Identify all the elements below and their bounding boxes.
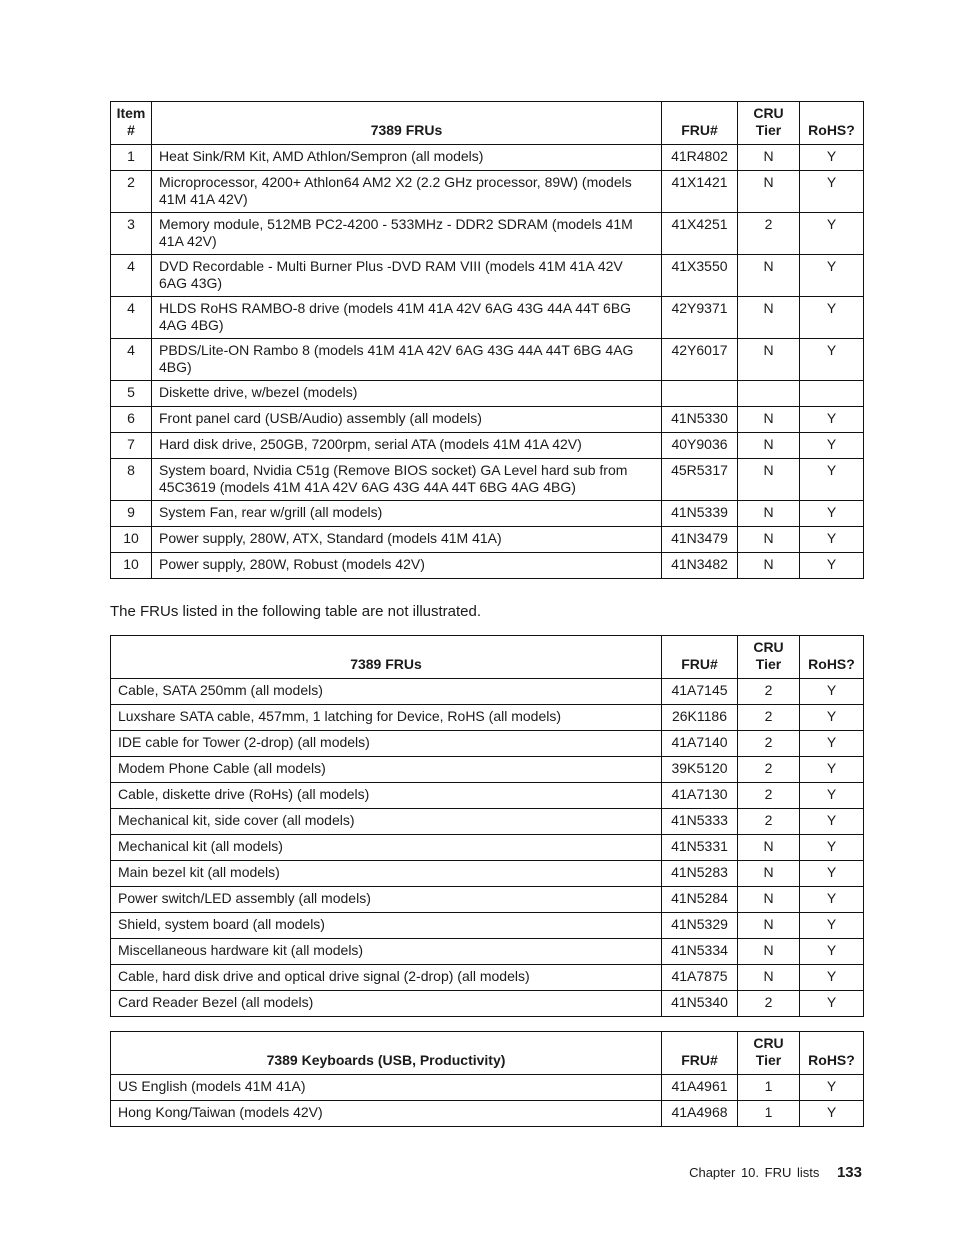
cell-rohs: Y [800, 527, 864, 553]
cell-description: Power supply, 280W, Robust (models 42V) [152, 553, 662, 579]
cell-fru-number: 41R4802 [662, 145, 738, 171]
fru-table-illustrated [110, 101, 864, 579]
table-row [111, 553, 864, 579]
header-fru-number: FRU# [662, 636, 738, 679]
cell-fru-number: 41A7140 [662, 731, 738, 757]
cell-rohs: Y [800, 835, 864, 861]
table-row [111, 459, 864, 501]
cell-cru-tier: N [738, 887, 800, 913]
cell-item: 9 [111, 501, 152, 527]
cell-fru-number: 41N3479 [662, 527, 738, 553]
table-row [111, 809, 864, 835]
cell-description: Cable, SATA 250mm (all models) [111, 679, 662, 705]
cell-cru-tier: 2 [738, 991, 800, 1017]
cell-rohs: Y [800, 213, 864, 255]
cell-rohs [800, 381, 864, 407]
cell-fru-number: 40Y9036 [662, 433, 738, 459]
cell-fru-number: 41N5330 [662, 407, 738, 433]
cell-description: System board, Nvidia C51g (Remove BIOS socket) GA Level hard sub from 45C3619 (models 41M 41A 42V 6AG 43G 44A 44T 6BG 4AG 4BG) [152, 459, 662, 501]
cell-description: Hong Kong/Taiwan (models 42V) [111, 1101, 662, 1127]
cell-cru-tier: N [738, 171, 800, 213]
cell-rohs: Y [800, 783, 864, 809]
page-footer [689, 1164, 862, 1181]
cell-cru-tier: 1 [738, 1101, 800, 1127]
table-header-row [111, 636, 864, 679]
cell-description: IDE cable for Tower (2-drop) (all models) [111, 731, 662, 757]
cell-rohs: Y [800, 255, 864, 297]
table-row [111, 171, 864, 213]
cell-description: Diskette drive, w/bezel (models) [152, 381, 662, 407]
cell-rohs: Y [800, 297, 864, 339]
cell-cru-tier: 2 [738, 783, 800, 809]
cell-item: 7 [111, 433, 152, 459]
table-row [111, 861, 864, 887]
cell-description: PBDS/Lite-ON Rambo 8 (models 41M 41A 42V 6AG 43G 44A 44T 6BG 4AG 4BG) [152, 339, 662, 381]
cell-fru-number: 45R5317 [662, 459, 738, 501]
header-rohs: RoHS? [800, 102, 864, 145]
cell-cru-tier: N [738, 145, 800, 171]
table-row [111, 213, 864, 255]
cell-rohs: Y [800, 407, 864, 433]
table-row [111, 145, 864, 171]
cell-rohs: Y [800, 965, 864, 991]
cell-rohs: Y [800, 809, 864, 835]
table-row [111, 991, 864, 1017]
cell-description: Power supply, 280W, ATX, Standard (models 41M 41A) [152, 527, 662, 553]
table-row [111, 965, 864, 991]
cell-cru-tier: N [738, 459, 800, 501]
cell-item: 4 [111, 297, 152, 339]
cell-rohs: Y [800, 433, 864, 459]
cell-rohs: Y [800, 553, 864, 579]
cell-cru-tier: N [738, 861, 800, 887]
cell-rohs: Y [800, 501, 864, 527]
cell-cru-tier: N [738, 835, 800, 861]
cell-item: 4 [111, 339, 152, 381]
cell-cru-tier: N [738, 339, 800, 381]
table-row [111, 407, 864, 433]
header-item: Item # [111, 102, 152, 145]
table-row [111, 297, 864, 339]
header-frus: 7389 FRUs [152, 102, 662, 145]
cell-description: DVD Recordable - Multi Burner Plus -DVD RAM VIII (models 41M 41A 42V 6AG 43G) [152, 255, 662, 297]
cell-description: Heat Sink/RM Kit, AMD Athlon/Sempron (all models) [152, 145, 662, 171]
cell-cru-tier: N [738, 433, 800, 459]
cell-cru-tier: N [738, 527, 800, 553]
cell-fru-number: 39K5120 [662, 757, 738, 783]
chapter-label: Chapter 10. FRU lists [689, 1165, 820, 1180]
cell-rohs: Y [800, 679, 864, 705]
fru-table-not-illustrated [110, 635, 864, 1017]
header-frus: 7389 FRUs [111, 636, 662, 679]
cell-fru-number: 41N5283 [662, 861, 738, 887]
cell-description: Shield, system board (all models) [111, 913, 662, 939]
header-fru-number: FRU# [662, 1032, 738, 1075]
keyboard-table [110, 1031, 864, 1127]
cell-rohs: Y [800, 939, 864, 965]
cell-rohs: Y [800, 171, 864, 213]
cell-item: 4 [111, 255, 152, 297]
page-number: 133 [836, 1164, 862, 1181]
cell-cru-tier: 2 [738, 679, 800, 705]
header-cru-tier: CRU Tier [738, 636, 800, 679]
cell-fru-number: 41N5331 [662, 835, 738, 861]
header-rohs: RoHS? [800, 1032, 864, 1075]
header-rohs: RoHS? [800, 636, 864, 679]
cell-cru-tier: 2 [738, 705, 800, 731]
cell-cru-tier: N [738, 965, 800, 991]
cell-description: Miscellaneous hardware kit (all models) [111, 939, 662, 965]
table-header-row [111, 102, 864, 145]
cell-fru-number: 41N5340 [662, 991, 738, 1017]
cell-fru-number [662, 381, 738, 407]
cell-item: 2 [111, 171, 152, 213]
cell-fru-number: 41N3482 [662, 553, 738, 579]
cell-item: 10 [111, 553, 152, 579]
cell-fru-number: 26K1186 [662, 705, 738, 731]
table-row [111, 939, 864, 965]
table-row [111, 255, 864, 297]
cell-fru-number: 41N5334 [662, 939, 738, 965]
table-row [111, 913, 864, 939]
table-row [111, 527, 864, 553]
header-fru-number: FRU# [662, 102, 738, 145]
cell-description: Cable, hard disk drive and optical drive signal (2-drop) (all models) [111, 965, 662, 991]
cell-rohs: Y [800, 731, 864, 757]
table-row [111, 1101, 864, 1127]
cell-rohs: Y [800, 145, 864, 171]
cell-rohs: Y [800, 459, 864, 501]
cell-description: Microprocessor, 4200+ Athlon64 AM2 X2 (2.2 GHz processor, 89W) (models 41M 41A 42V) [152, 171, 662, 213]
table-row [111, 433, 864, 459]
cell-rohs: Y [800, 705, 864, 731]
cell-cru-tier: N [738, 407, 800, 433]
table-row [111, 757, 864, 783]
cell-fru-number: 41A4968 [662, 1101, 738, 1127]
table-row [111, 887, 864, 913]
cell-fru-number: 41N5333 [662, 809, 738, 835]
cell-fru-number: 42Y6017 [662, 339, 738, 381]
cell-fru-number: 41A4961 [662, 1075, 738, 1101]
cell-description: Modem Phone Cable (all models) [111, 757, 662, 783]
header-cru-tier: CRU Tier [738, 102, 800, 145]
cell-rohs: Y [800, 887, 864, 913]
cell-item: 5 [111, 381, 152, 407]
cell-cru-tier: N [738, 913, 800, 939]
table-row [111, 731, 864, 757]
cell-rohs: Y [800, 1075, 864, 1101]
cell-cru-tier: N [738, 553, 800, 579]
cell-rohs: Y [800, 913, 864, 939]
cell-description: Front panel card (USB/Audio) assembly (all models) [152, 407, 662, 433]
cell-description: Cable, diskette drive (RoHs) (all models) [111, 783, 662, 809]
cell-description: Power switch/LED assembly (all models) [111, 887, 662, 913]
cell-cru-tier: 2 [738, 809, 800, 835]
table-header-row [111, 1032, 864, 1075]
cell-cru-tier: 2 [738, 731, 800, 757]
cell-fru-number: 41A7875 [662, 965, 738, 991]
cell-description: Mechanical kit (all models) [111, 835, 662, 861]
cell-fru-number: 41A7145 [662, 679, 738, 705]
cell-item: 1 [111, 145, 152, 171]
header-keyboards: 7389 Keyboards (USB, Productivity) [111, 1032, 662, 1075]
cell-fru-number: 41N5284 [662, 887, 738, 913]
cell-description: Memory module, 512MB PC2-4200 - 533MHz - DDR2 SDRAM (models 41M 41A 42V) [152, 213, 662, 255]
cell-rohs: Y [800, 339, 864, 381]
cell-fru-number: 41X4251 [662, 213, 738, 255]
cell-cru-tier: N [738, 939, 800, 965]
cell-fru-number: 41A7130 [662, 783, 738, 809]
cell-cru-tier: N [738, 255, 800, 297]
cell-item: 6 [111, 407, 152, 433]
note-text: The FRUs listed in the following table are not illustrated. [110, 603, 482, 620]
cell-fru-number: 41X1421 [662, 171, 738, 213]
cell-rohs: Y [800, 991, 864, 1017]
table-row [111, 339, 864, 381]
cell-description: Mechanical kit, side cover (all models) [111, 809, 662, 835]
table-row [111, 381, 864, 407]
table-row [111, 705, 864, 731]
table-row [111, 835, 864, 861]
cell-description: Main bezel kit (all models) [111, 861, 662, 887]
cell-rohs: Y [800, 1101, 864, 1127]
header-cru-tier: CRU Tier [738, 1032, 800, 1075]
cell-item: 10 [111, 527, 152, 553]
table-row [111, 783, 864, 809]
table-row [111, 679, 864, 705]
table-row [111, 501, 864, 527]
cell-description: Luxshare SATA cable, 457mm, 1 latching for Device, RoHS (all models) [111, 705, 662, 731]
cell-cru-tier: 2 [738, 757, 800, 783]
cell-description: HLDS RoHS RAMBO-8 drive (models 41M 41A 42V 6AG 43G 44A 44T 6BG 4AG 4BG) [152, 297, 662, 339]
cell-cru-tier: N [738, 501, 800, 527]
cell-description: Card Reader Bezel (all models) [111, 991, 662, 1017]
cell-description: Hard disk drive, 250GB, 7200rpm, serial ATA (models 41M 41A 42V) [152, 433, 662, 459]
cell-item: 3 [111, 213, 152, 255]
cell-item: 8 [111, 459, 152, 501]
cell-fru-number: 41N5329 [662, 913, 738, 939]
cell-description: US English (models 41M 41A) [111, 1075, 662, 1101]
cell-cru-tier: N [738, 297, 800, 339]
table-row [111, 1075, 864, 1101]
cell-cru-tier: 1 [738, 1075, 800, 1101]
cell-fru-number: 41N5339 [662, 501, 738, 527]
cell-rohs: Y [800, 861, 864, 887]
cell-cru-tier [738, 381, 800, 407]
cell-rohs: Y [800, 757, 864, 783]
cell-cru-tier: 2 [738, 213, 800, 255]
cell-fru-number: 42Y9371 [662, 297, 738, 339]
cell-description: System Fan, rear w/grill (all models) [152, 501, 662, 527]
cell-fru-number: 41X3550 [662, 255, 738, 297]
